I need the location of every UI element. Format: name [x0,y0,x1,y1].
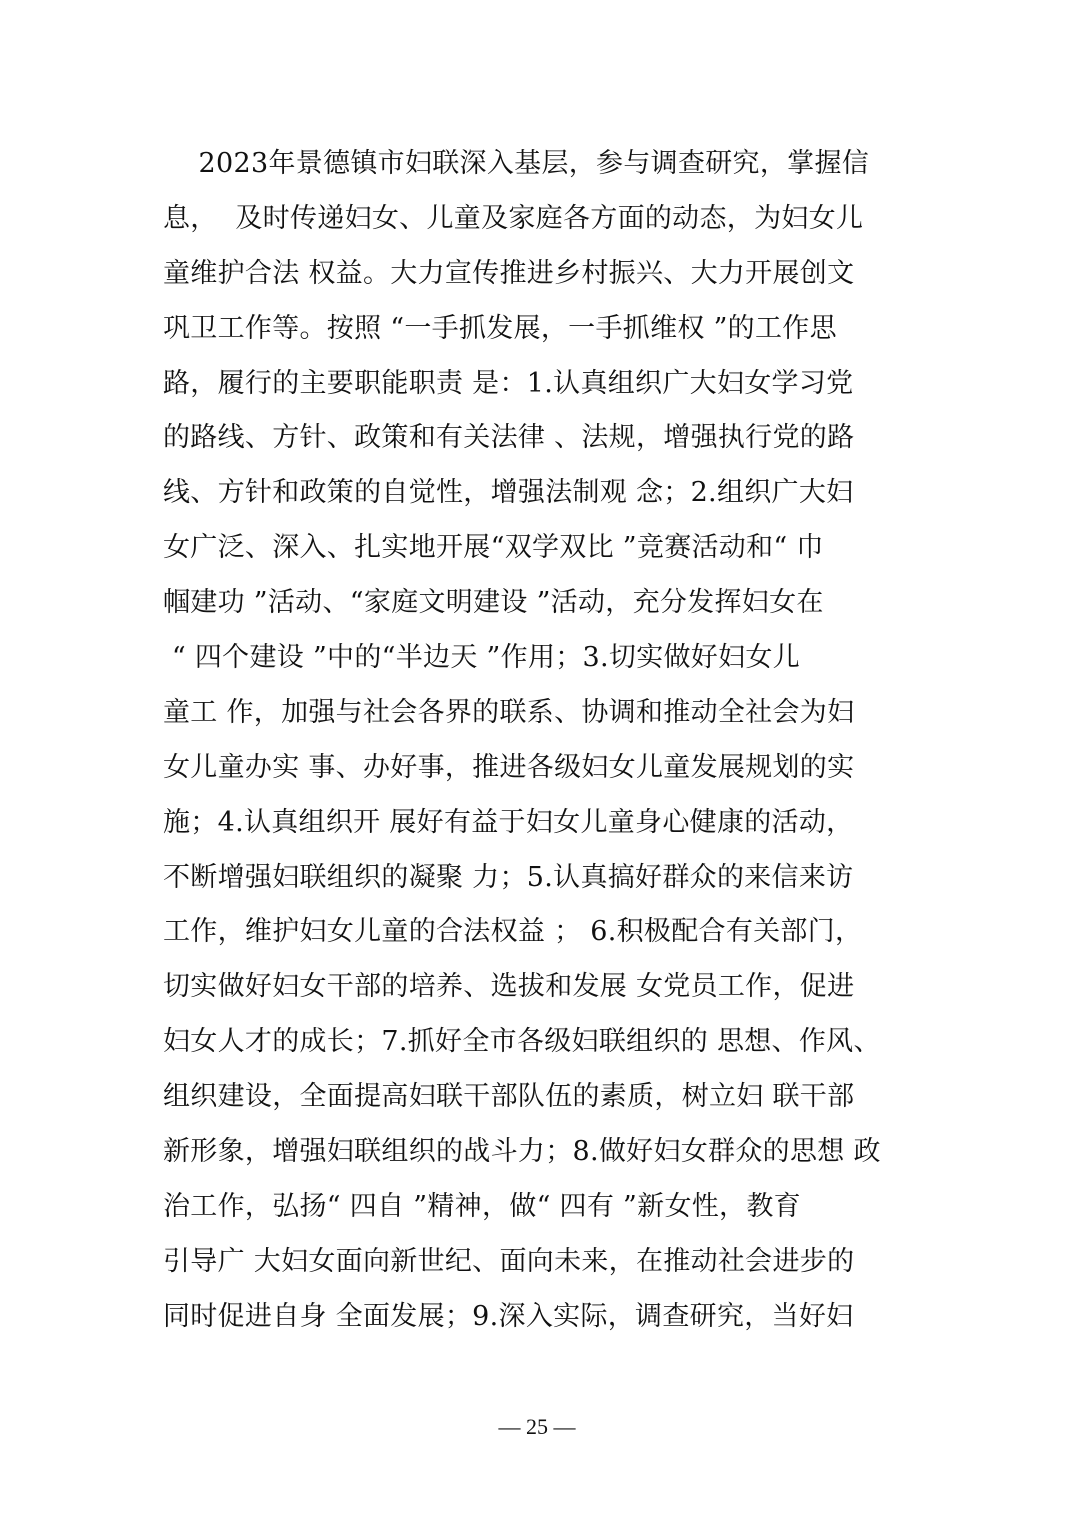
text-line: 治工作，弘扬“ 四自 ”精神，做“ 四有 ”新女性，教育 [163,1190,801,1222]
text-line: 帼建功 ”活动、“家庭文明建设 ”活动，充分发挥妇女在 [163,587,824,619]
text-line: 童工 作，加强与社会各界的联系、协调和推动全社会为妇 [163,696,855,728]
text-line: 新形象，增强妇联组织的战斗力；8.做好妇女群众的思想 政 [163,1136,881,1168]
text-line: 施；4.认真组织开 展好有益于妇女儿童身心健康的活动， [163,806,854,838]
text-line: 同时促进自身 全面发展；9.深入实际，调查研究，当好妇 [163,1300,854,1332]
text-line: 组织建设，全面提高妇联干部队伍的素质，树立妇 联干部 [163,1081,855,1113]
text-line: “ 四个建设 ”中的“半边天 ”作用；3.切实做好妇女儿 [163,642,801,674]
text-line: 童维护合法 权益。大力宣传推进乡村振兴、大力开展创文 [163,257,855,289]
text-line: 切实做好妇女干部的培养、选拔和发展 女党员工作，促进 [163,971,855,1003]
text-line: 的路线、方针、政策和有关法律 、法规，增强执行党的路 [163,422,855,454]
body-paragraph [163,137,923,1345]
page-number: — 25 — [498,1414,576,1439]
text-line: 息， 及时传递妇女、儿童及家庭各方面的动态，为妇女儿 [163,202,864,234]
text-line: 引导广 大妇女面向新世纪、面向未来，在推动社会进步的 [163,1245,855,1277]
text-line: 线、方针和政策的自觉性，增强法制观 念；2.组织广大妇 [163,477,854,509]
text-line: 巩卫工作等。按照 “一手抓发展，一手抓维权 ”的工作思 [163,312,837,344]
text-line: 路，履行的主要职能职责 是：1.认真组织广大妇女学习党 [163,367,854,399]
text-line: 女广泛、深入、扎实地开展“双学双比 ”竞赛活动和“ 巾 [163,532,824,564]
text-line: 妇女人才的成长；7.抓好全市各级妇联组织的 思想、作风、 [163,1026,881,1058]
text-line: 工作，维护妇女儿童的合法权益 ； 6.积极配合有关部门， [163,916,863,948]
text-line: 2023年景德镇市妇联深入基层，参与调查研究，掌握信 [163,148,870,179]
text-line: 女儿童办实 事、办好事，推进各级妇女儿童发展规划的实 [163,751,855,783]
text-line: 不断增强妇联组织的凝聚 力；5.认真搞好群众的来信来访 [163,861,854,893]
